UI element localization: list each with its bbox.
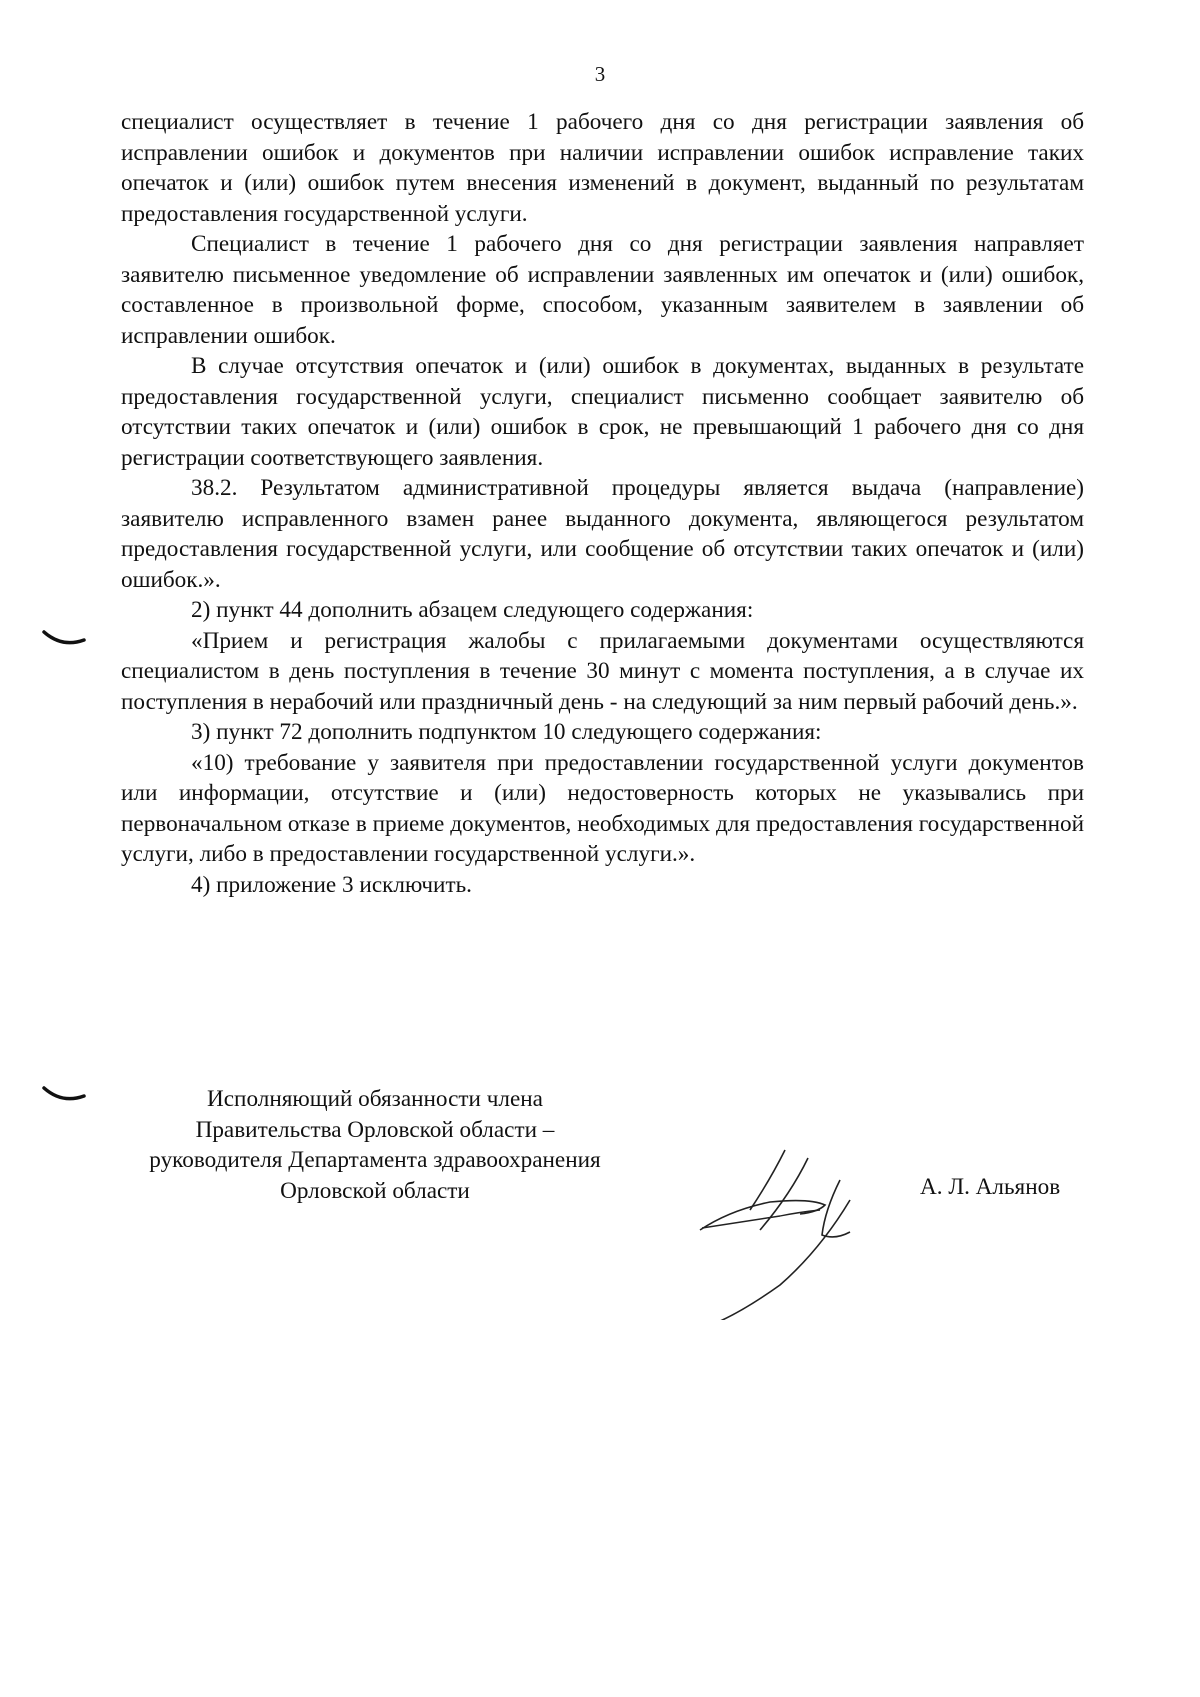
paragraph-2: Специалист в течение 1 рабочего дня со дня регистрации заявления направляет заявителю письменное уведомление об исправлении заявленных им опечаток и (или) ошибок, составленное в произвольной форме, способом, указанным заявителем в заявлении об исправлении ошибок. (121, 231, 1084, 349)
paragraph-3: В случае отсутствия опечаток и (или) ошибок в документах, выданных в результате предоставления государственной услуги, специалист письменно сообщает заявителю об отсутствии таких опечаток и (или) ошибок в срок, не превышающий 1 рабочего дня со дня регистрации соответствующего заявления. (121, 353, 1084, 471)
signatory-title (110, 1084, 640, 1206)
signatory-title-line: Правительства Орловской области – (195, 1116, 555, 1143)
margin-mark-icon (42, 628, 86, 648)
paragraph-8: «10) требование у заявителя при предоставлении государственной услуги документов или информации, отсутствие и (или) недостоверность которых не указывались при первоначальном отказе в приеме документов, необходимых для предоставления государственной услуги, либо в предоставлении государственной услуги.». (121, 749, 1084, 867)
paragraph-4: 38.2. Результатом административной процедуры является выдача (направление) заявителю исправленного взамен ранее выданного документа, являющегося результатом предоставления государственной услуги, или сообщение об отсутствии таких опечаток и (или) ошибок.». (121, 475, 1084, 593)
paragraph-6: «Прием и регистрация жалобы с прилагаемыми документами осуществляются специалистом в день поступления в течение 30 минут с момента поступления, а в случае их поступления в нерабочий или праздничный день - на следующий за ним первый рабочий день.». (121, 627, 1084, 715)
margin-mark-icon (42, 1084, 86, 1104)
paragraph-5: 2) пункт 44 дополнить абзацем следующего содержания: (191, 597, 754, 623)
paragraph-7: 3) пункт 72 дополнить подпунктом 10 следующего содержания: (191, 719, 822, 745)
signatory-title-line: руководителя Департамента здравоохранения (149, 1147, 601, 1173)
paragraph-9: 4) приложение 3 исключить. (191, 871, 472, 898)
paragraph-1: специалист осуществляет в течение 1 рабочего дня со дня регистрации заявления об исправлении ошибок и документов при наличии исправлении ошибок исправление таких опечаток и (или) ошибок путем внесения изменений в документ, выданный по результатам предоставления государственной услуги. (121, 109, 1084, 227)
signatory-title-line: Исполняющий обязанности члена (207, 1086, 543, 1112)
handwritten-signature-icon (690, 1140, 910, 1320)
signatory-title-line: Орловской области (280, 1177, 470, 1204)
signer-name: А. Л. Альянов (920, 1174, 1061, 1200)
page-number: 3 (594, 62, 606, 86)
document-body (121, 107, 1084, 900)
